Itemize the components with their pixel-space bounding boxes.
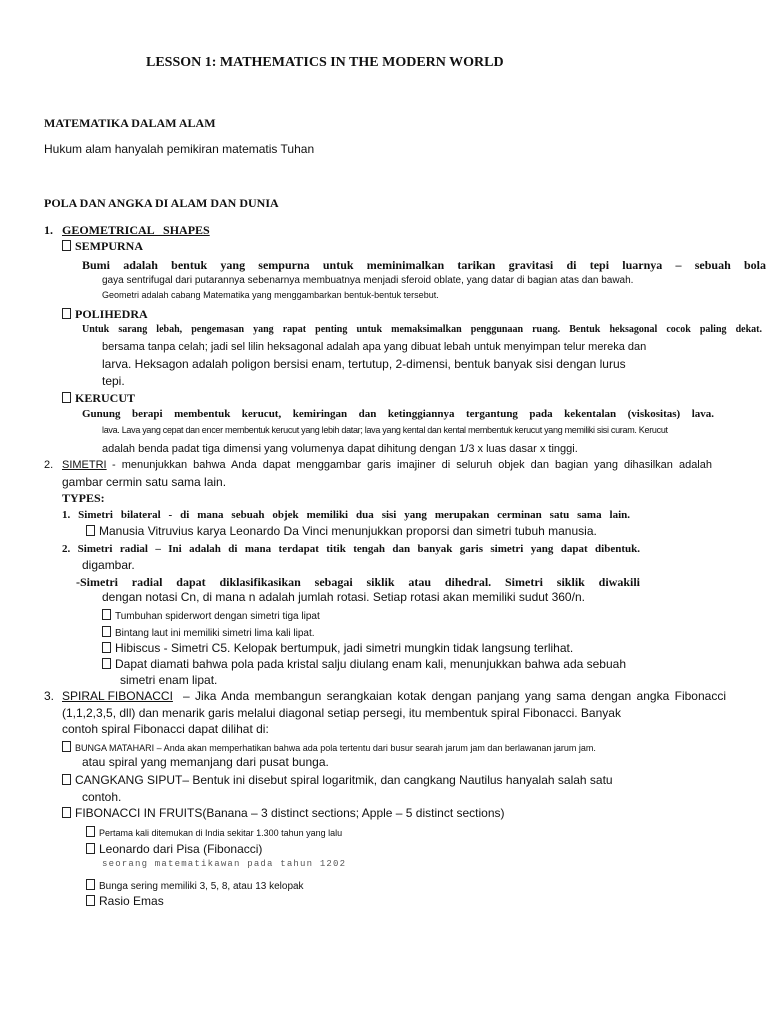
sempurna-line-1: Bumi adalah bentuk yang sempurna untuk meminimalkan tarikan gravitasi di tepi luarnya – sebuah bola [82,258,766,272]
example-cangkang-siput: CANGKANG SIPUT– Bentuk ini disebut spiral logaritmik, dan cangkang Nautilus hanyalah salah satu [62,773,613,787]
type-2-line-c: -Simetri radial dapat diklasifikasikan sebagai siklik atau dihedral. Simetri siklik diwakili [76,575,640,589]
item-2-desc-2: gambar cermin satu sama lain. [62,475,227,489]
checkbox-icon [102,609,111,620]
kerucut-line-2: lava. Lava yang cepat dan encer membentuk kerucut yang lebih datar; lava yang kental dan kental membentuk kerucut yang memiliki sisi curam. Kerucut [102,425,668,435]
symmetry-example-1: Tumbuhan spiderwort dengan simetri tiga lipat [102,609,320,622]
sempurna-line-3: Geometri adalah cabang Matematika yang menggambarkan bentuk-bentuk tersebut. [102,290,439,300]
item-3-line-2: (1,1,2,3,5, dll) dan menarik garis melalui diagonal setiap persegi, itu membentuk spiral Fibonacci. Banyak [62,706,621,720]
item-3-title: SPIRAL FIBONACCI [62,689,173,703]
kerucut-line-3: adalah benda padat tiga dimensi yang volumenya dapat dihitung dengan 1/3 x luas dasar x tinggi. [102,443,578,455]
polihedra-line-1: Untuk sarang lebah, pengemasan yang rapat penting untuk memaksimalkan penggunaan ruang. Bentuk heksagonal cocok paling dekat. [82,324,762,335]
symmetry-example-2: Bintang laut ini memiliki simetri lima kali lipat. [102,626,315,639]
types-heading: TYPES: [62,491,105,505]
example-cangkang-siput-cont: contoh. [82,790,122,804]
item-3-number: 3. [44,689,55,703]
polihedra-line-3: larva. Heksagon adalah poligon bersisi enam, tertutup, 2-dimensi, bentuk banyak sisi dengan lurus [102,357,626,371]
checkbox-icon [86,525,95,536]
type-1-note: Manusia Vitruvius karya Leonardo Da Vinci menunjukkan proporsi dan simetri tubuh manusia. [86,524,597,538]
checkbox-icon [62,308,71,319]
checkbox-icon [86,843,95,854]
kerucut-line-1: Gunung berapi membentuk kerucut, kemiringan dan ketinggiannya tergantung pada kekentalan (viskositas) lava. [82,408,714,420]
example-bunga-matahari-cont: atau spiral yang memanjang dari pusat bunga. [82,755,329,769]
checkbox-icon [102,658,111,669]
item-3-line-1: – Jika Anda membangun serangkaian kotak dengan panjang yang sama dengan angka Fibonacci [183,689,726,703]
section-heading-pola: POLA DAN ANGKA DI ALAM DAN DUNIA [44,196,279,210]
subheading-kerucut: KERUCUT [62,391,135,406]
item-3-line-3: contoh spiral Fibonacci dapat dilihat di: [62,722,269,736]
subheading-polihedra: POLIHEDRA [62,307,148,322]
type-1-bilateral: 1. Simetri bilateral - di mana sebuah objek memiliki dua sisi yang merupakan cerminan satu sama lain. [62,509,630,521]
checkbox-icon [62,774,71,785]
page-title: LESSON 1: MATHEMATICS IN THE MODERN WORLD [146,55,504,70]
type-2-line-b: digambar. [82,558,135,572]
fibonacci-fact-3: Bunga sering memiliki 3, 5, 8, atau 13 kelopak [86,879,304,892]
example-bunga-matahari: BUNGA MATAHARI – Anda akan memperhatikan bahwa ada pola tertentu dari busur searah jarum jam dan berlawanan jarum jam. [62,741,596,753]
polihedra-line-2: bersama tanpa celah; jadi sel lilin heksagonal adalah apa yang dibuat lebah untuk menyimpan telur mereka dan [102,341,647,353]
type-2-radial: 2. Simetri radial – Ini adalah di mana terdapat titik tengah dan banyak garis simetri yang dapat dibentuk. [62,543,640,555]
fibonacci-fact-4: Rasio Emas [86,894,164,908]
checkbox-icon [62,807,71,818]
polihedra-line-4: tepi. [102,374,125,388]
checkbox-icon [102,642,111,653]
example-fibonacci-fruits: FIBONACCI IN FRUITS(Banana – 3 distinct sections; Apple – 5 distinct sections) [62,806,505,820]
fibonacci-fact-2-cont: seorang matematikawan pada tahun 1202 [102,859,347,869]
subheading-sempurna: SEMPURNA [62,239,143,254]
checkbox-icon [62,392,71,403]
checkbox-icon [86,879,95,890]
item-1-number: 1. [44,223,53,237]
checkbox-icon [102,626,111,637]
checkbox-icon [86,895,95,906]
section-heading-matematika: MATEMATIKA DALAM ALAM [44,116,216,130]
item-2-number: 2. [44,459,54,471]
fibonacci-fact-2: Leonardo dari Pisa (Fibonacci) [86,842,262,856]
symmetry-example-4-cont: simetri enam lipat. [120,673,218,687]
symmetry-example-4: Dapat diamati bahwa pola pada kristal salju diulang enam kali, menunjukkan bahwa ada sebuah [102,657,626,671]
checkbox-icon [62,240,71,251]
fibonacci-fact-1: Pertama kali ditemukan di India sekitar 1.300 tahun yang lalu [86,826,342,838]
item-2-title: SIMETRI [62,459,107,471]
type-2-line-d: dengan notasi Cn, di mana n adalah jumlah rotasi. Setiap rotasi akan memiliki sudut 360/n. [102,590,585,604]
checkbox-icon [86,826,95,837]
sempurna-line-2: gaya sentrifugal dari putarannya sebenarnya membuatnya menjadi sferoid oblate, yang datar di bagian atas dan bawah. [102,275,634,286]
section-text-hukum: Hukum alam hanyalah pemikiran matematis Tuhan [44,142,315,156]
checkbox-icon [62,741,71,752]
item-2-desc: - menunjukkan bahwa Anda dapat menggambar garis imajiner di seluruh objek dan bagian yang dihasilkan adalah [112,459,712,471]
item-1-title: GEOMETRICAL SHAPES [62,223,210,237]
symmetry-example-3: Hibiscus - Simetri C5. Kelopak bertumpuk, jadi simetri mungkin tidak langsung terlihat. [102,641,573,655]
